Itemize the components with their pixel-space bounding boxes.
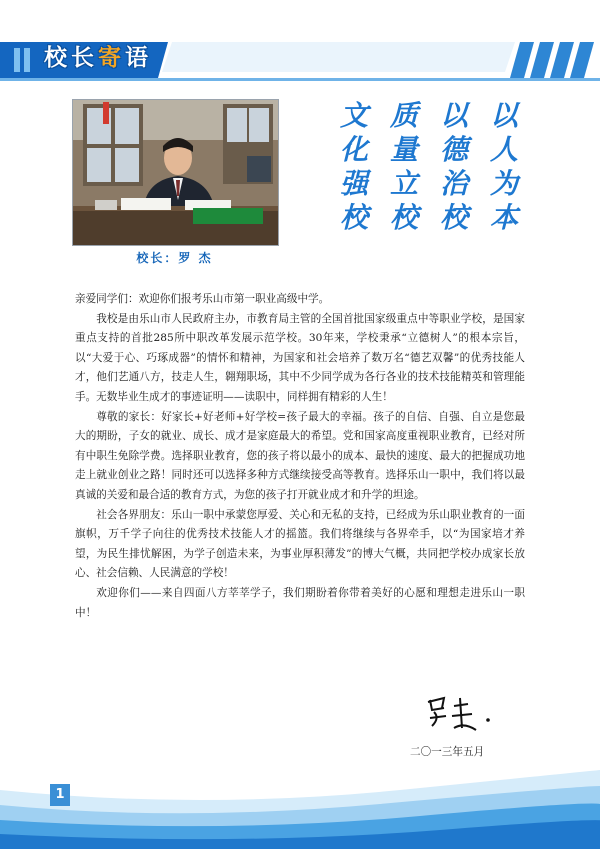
motto-char: 校 bbox=[439, 201, 468, 234]
letter-paragraph: 我校是由乐山市人民政府主办，市教育局主管的全国首批国家级重点中等职业学校，是国家重点支持的首批285所中职改革发展示范学校。30年来，学校秉承“立德树人”的根本宗旨，以“大爱于心、巧琢成器”的情怀和精神，为国家和社会培养了数万名“德艺双馨”的优秀技能人才，他们艺通八方，技走人生，翱翔职场，其中不少同学成为各行各业的技术技能精英和管理能手。无数毕业生成才的事迹证明——读职中，同样拥有精彩的人生！ bbox=[75, 312, 525, 403]
motto-char: 以 bbox=[489, 99, 518, 132]
motto-char: 德 bbox=[439, 133, 468, 166]
motto-char: 化 bbox=[339, 133, 368, 166]
school-motto bbox=[334, 100, 554, 240]
motto-char: 校 bbox=[339, 201, 368, 234]
motto-char: 强 bbox=[339, 167, 368, 200]
motto-char: 为 bbox=[489, 167, 518, 200]
section-title-b: 寄 bbox=[98, 45, 125, 71]
motto-char: 以 bbox=[439, 99, 468, 132]
page-number: 1 bbox=[50, 784, 70, 806]
section-title bbox=[44, 44, 152, 72]
motto-char: 文 bbox=[339, 99, 368, 132]
photo-caption: 校长：罗 杰 bbox=[136, 251, 213, 265]
motto-char: 质 bbox=[389, 99, 418, 132]
letter-date: 二〇一三年五月 bbox=[410, 746, 485, 758]
letter-paragraph: 社会各界朋友：乐山一职中承蒙您厚爱、关心和无私的支持，已经成为乐山职业教育的一面旗帜，万千学子向往的优秀技术技能人才的摇篮。我们将继续与各界牵手，以“为国家培才养望，为民生排忧解困，为学子创造未来，为事业厚积薄发”的博大气概，共同把学校办成家长放心、社会信赖、人民满意的学校！ bbox=[75, 508, 525, 580]
letter-paragraph: 尊敬的家长：好家长+好老师+好学校=孩子最大的幸福。孩子的自信、自强、自立是您最大的期盼，子女的就业、成长、成才是家庭最大的希望。党和国家高度重视职业教育，已经对所有中职生免除学费。选择职业教育，您的孩子将以最小的成本、最快的速度、最大的把握成功地走上就业创业之路！同时还可以选择多种方式继续接受高等教育。选择乐山一职中，我们将以最真诚的关爱和最合适的教育方式，为您的孩子打开就业成才和升学的坦途。 bbox=[75, 410, 525, 501]
motto-char: 立 bbox=[389, 167, 418, 200]
footer-waves bbox=[0, 760, 600, 849]
letter-body bbox=[75, 290, 525, 623]
motto-char: 本 bbox=[489, 201, 518, 234]
header-rule bbox=[0, 78, 600, 81]
principal-photo bbox=[72, 99, 279, 246]
letter-greeting: 亲爱同学们：欢迎你们报考乐山市第一职业高级中学。 bbox=[75, 293, 330, 305]
section-title-a: 校长 bbox=[44, 45, 98, 71]
letter-paragraph: 欢迎你们——来自四面八方莘莘学子，我们期盼着你带着美好的心愿和理想走进乐山一职中！ bbox=[75, 586, 525, 619]
motto-char: 量 bbox=[389, 133, 418, 166]
motto-char: 校 bbox=[389, 201, 418, 234]
motto-char: 治 bbox=[439, 167, 468, 200]
principal-signature bbox=[418, 688, 508, 736]
motto-char: 人 bbox=[489, 133, 518, 166]
section-title-c: 语 bbox=[125, 45, 152, 71]
